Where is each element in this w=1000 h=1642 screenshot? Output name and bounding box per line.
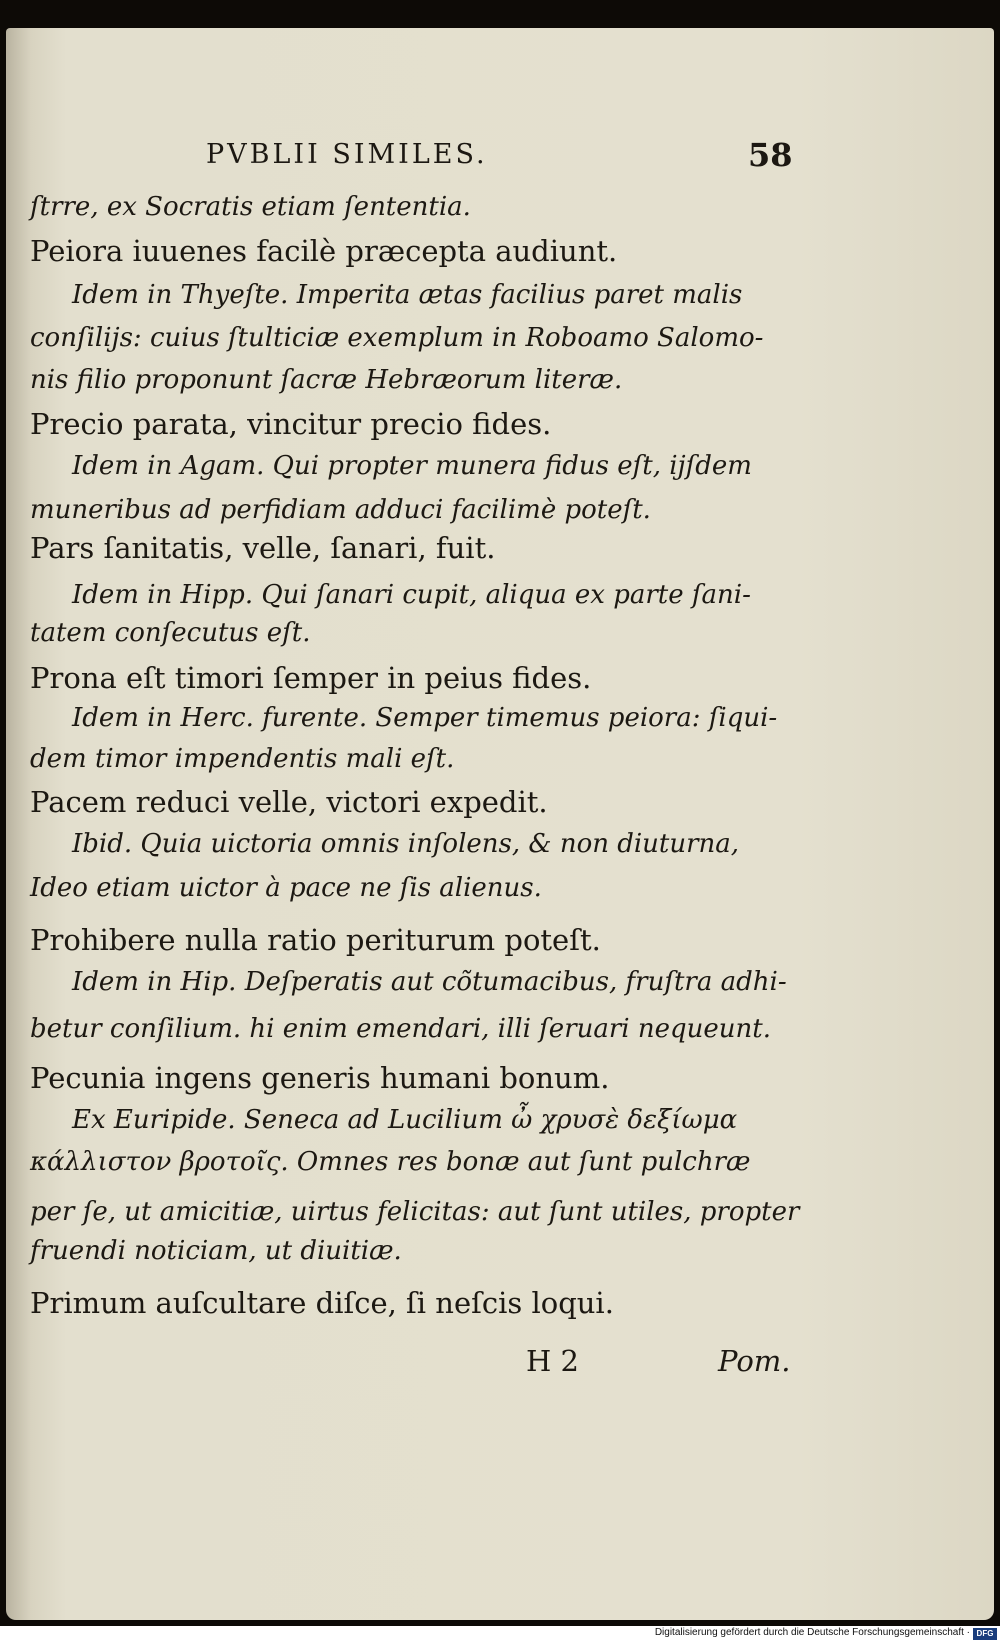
- digitization-credit: [0, 1626, 1000, 1642]
- commentary-line: per ſe, ut amicitiæ, uirtus felicitas: aut ſunt utiles, propter: [30, 1197, 800, 1227]
- commentary-line: Idem in Hipp. Qui ſanari cupit, aliqua ex parte ſani-: [72, 580, 751, 610]
- dfg-logo: DFG: [973, 1628, 997, 1640]
- commentary-line: conſilijs: cuius ſtulticiæ exemplum in Roboamo Salomo-: [30, 323, 764, 353]
- commentary-line: Idem in Thyeſte. Imperita ætas facilius paret malis: [72, 280, 743, 310]
- commentary-line: κάλλιστον βροτοῖς. Omnes res bonæ aut ſunt pulchræ: [30, 1147, 751, 1177]
- commentary-line: Idem in Herc. furente. Semper timemus peiora: ſiqui-: [72, 703, 778, 733]
- commentary-line: Idem in Hip. Deſperatis aut cõtumacibus, fruſtra adhi-: [72, 967, 787, 997]
- page-number: 58: [748, 136, 793, 174]
- maxim-line: Pars ſanitatis, velle, ſanari, fuit.: [30, 531, 496, 565]
- commentary-line: Ideo etiam uictor à pace ne ſis alienus.: [30, 873, 542, 903]
- commentary-line: tatem conſecutus eſt.: [30, 618, 311, 648]
- maxim-line: Prohibere nulla ratio periturum poteſt.: [30, 923, 601, 957]
- maxim-line: Pacem reduci velle, victori expedit.: [30, 785, 548, 819]
- maxim-line: Prona eſt timori ſemper in peius fides.: [30, 661, 592, 695]
- running-title: PVBLII SIMILES.: [206, 139, 488, 170]
- book-page: [6, 28, 994, 1620]
- commentary-line: ſtrre, ex Socratis etiam ſententia.: [30, 192, 471, 222]
- maxim-line: Peiora iuuenes facilè præcepta audiunt.: [30, 234, 618, 268]
- maxim-line: Precio parata, vincitur precio fides.: [30, 407, 552, 441]
- commentary-line: betur conſilium. hi enim emendari, illi ſeruari nequeunt.: [30, 1014, 771, 1044]
- maxim-line: Pecunia ingens generis humani bonum.: [30, 1061, 610, 1095]
- catchword: Pom.: [718, 1344, 791, 1378]
- maxim-line: Primum auſcultare diſce, ſi neſcis loqui.: [30, 1286, 614, 1320]
- commentary-line: Ibid. Quia uictoria omnis inſolens, & non diuturna,: [72, 829, 740, 859]
- commentary-line: nis filio proponunt ſacræ Hebræorum literæ.: [30, 365, 623, 395]
- commentary-line: dem timor impendentis mali eſt.: [30, 744, 455, 774]
- credit-text: Digitalisierung gefördert durch die Deutsche Forschungsgemeinschaft ·: [654, 1627, 970, 1638]
- commentary-line: Ex Euripide. Seneca ad Lucilium ὦ χρυσὲ δεξίωμα: [72, 1105, 738, 1135]
- commentary-line: Idem in Agam. Qui propter munera fidus eſt, ijſdem: [72, 451, 752, 481]
- signature-mark: H 2: [526, 1344, 579, 1378]
- commentary-line: fruendi noticiam, ut diuitiæ.: [30, 1236, 402, 1266]
- commentary-line: muneribus ad perfidiam adduci facilimè poteſt.: [30, 495, 651, 525]
